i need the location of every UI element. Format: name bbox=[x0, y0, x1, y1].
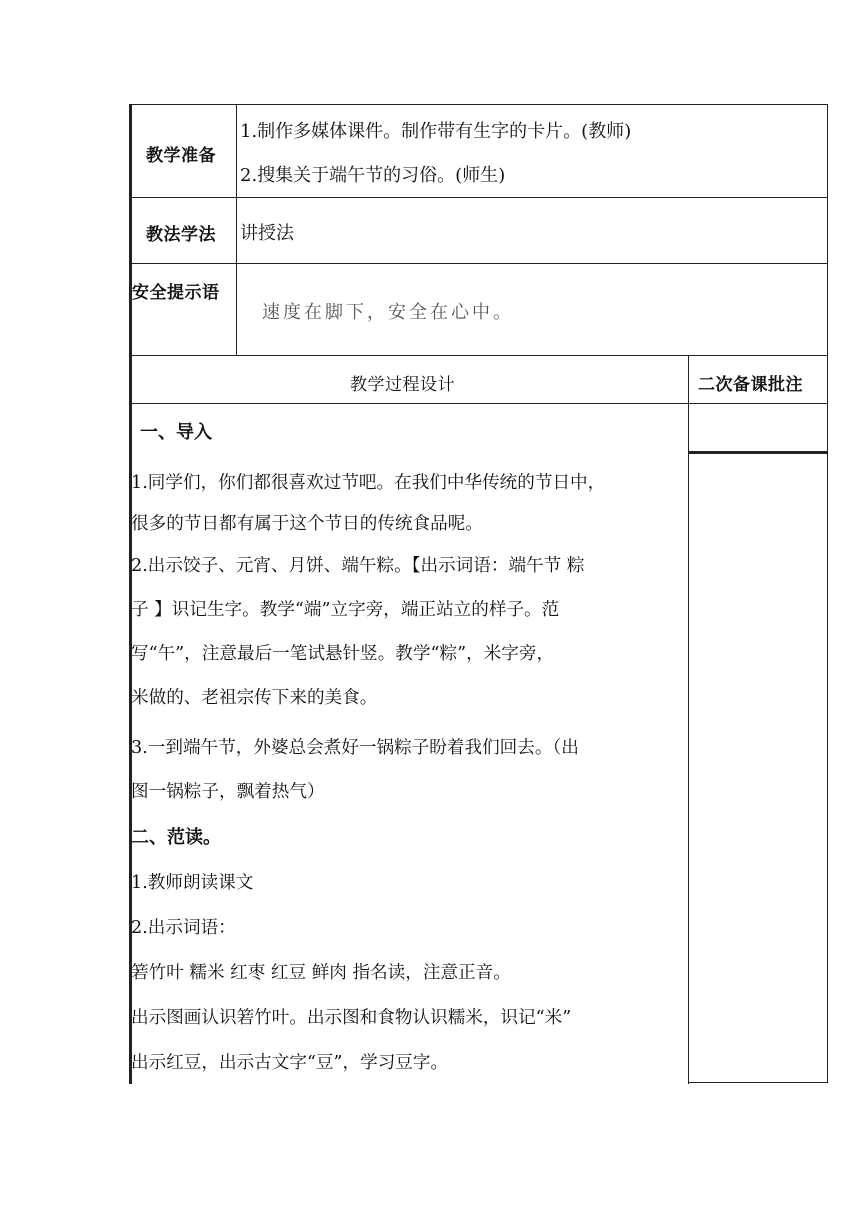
table-right-border bbox=[827, 104, 828, 404]
prep-line-2: 2.搜集关于端午节的习俗。(师生) bbox=[240, 165, 506, 186]
label-column-divider bbox=[236, 104, 237, 356]
notes-box-top bbox=[688, 451, 828, 454]
content-line: 出示图画认识箬竹叶。出示图和食物认识糯米，识记“米” bbox=[131, 1008, 572, 1028]
content-line: 3.一到端午节，外婆总会煮好一锅粽子盼着我们回去。（出 bbox=[131, 738, 579, 758]
section-title-intro: 一、导入 bbox=[140, 422, 212, 443]
prep-label: 教学准备 bbox=[146, 146, 216, 166]
section-title-reading: 二、范读。 bbox=[131, 827, 221, 848]
method-value: 讲授法 bbox=[240, 223, 294, 244]
safety-label: 安全提示语 bbox=[132, 283, 220, 303]
content-line: 出示红豆，出示古文字“豆”，学习豆字。 bbox=[131, 1053, 449, 1073]
safety-value: 速度在脚下，安全在心中。 bbox=[262, 302, 514, 323]
row-divider bbox=[130, 403, 828, 404]
notes-column-divider bbox=[688, 355, 689, 1084]
content-line: 1.教师朗读课文 bbox=[131, 873, 254, 893]
content-line: 1.同学们，你们都很喜欢过节吧。在我们中华传统的节日中， bbox=[131, 473, 606, 493]
content-line: 箬竹叶 糯米 红枣 红豆 鲜肉 指名读，注意正音。 bbox=[131, 963, 511, 983]
row-divider bbox=[130, 355, 828, 356]
notes-box-right bbox=[827, 451, 828, 1083]
notes-header: 二次备课批注 bbox=[698, 375, 803, 395]
row-divider bbox=[130, 197, 828, 198]
content-line: 2.出示词语： bbox=[131, 918, 236, 938]
content-line: 2.出示饺子、元宵、月饼、端午粽。【出示词语：端午节 粽 bbox=[131, 556, 585, 576]
notes-upper-right bbox=[827, 403, 828, 453]
content-line: 写“午”，注意最后一笔试悬针竖。教学“粽”，米字旁， bbox=[131, 644, 555, 664]
content-line: 很多的节日都有属于这个节日的传统食品呢。 bbox=[131, 514, 483, 534]
table-top-border bbox=[130, 104, 828, 105]
process-header: 教学过程设计 bbox=[350, 375, 455, 395]
content-line: 子 】识记生字。教学“端”立字旁，端正站立的样子。范 bbox=[131, 600, 560, 620]
content-line: 米做的、老祖宗传下来的美食。 bbox=[131, 688, 378, 708]
method-label: 教法学法 bbox=[146, 225, 216, 245]
row-divider bbox=[130, 263, 828, 264]
content-line: 图一锅粽子，飘着热气） bbox=[131, 782, 325, 802]
notes-box-bottom bbox=[688, 1082, 828, 1083]
prep-line-1: 1.制作多媒体课件。制作带有生字的卡片。(教师) bbox=[240, 121, 632, 142]
